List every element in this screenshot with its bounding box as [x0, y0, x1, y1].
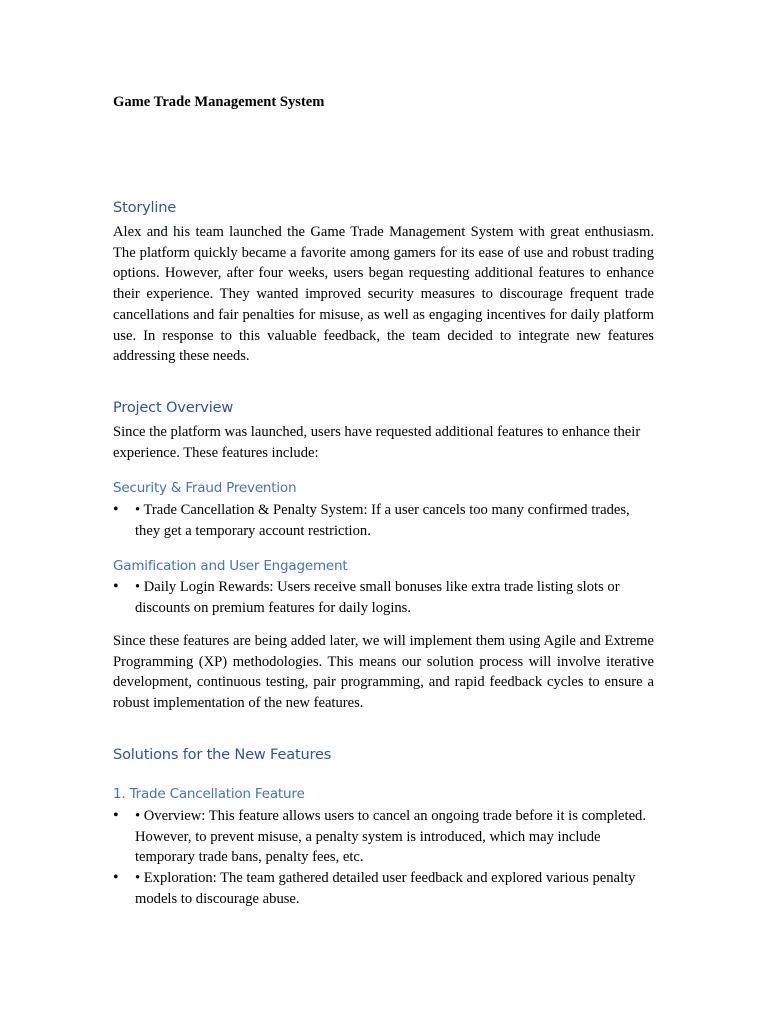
project-overview-heading: Project Overview [113, 399, 234, 416]
bullet-icon: • [113, 869, 119, 887]
project-overview-intro: Since the platform was launched, users have requested additional features to enhance their experience. These features include: [113, 424, 641, 461]
trade-cancellation-list [113, 806, 654, 910]
document-title: Game Trade Management System [113, 94, 325, 110]
list-item-text: • Overview: This feature allows users to cancel an ongoing trade before it is completed. However, to prevent misuse, a penalty system is introduced, which may include temporary trade bans, penalty fees, etc. [135, 808, 646, 866]
bullet-icon: • [113, 807, 119, 824]
list-item [113, 500, 654, 541]
gamification-list [113, 577, 654, 618]
bullet-icon: • [113, 501, 119, 518]
storyline-paragraph: Alex and his team launched the Game Trade Management System with great enthusiasm. The platform quickly became a favorite among gamers for its ease of use and robust trading options. However, after four weeks, users began requesting additional features to enhance their experience. They wanted improved security measures to discourage frequent trade cancellations and fair penalties for misuse, as well as engaging incentives for daily platform use. In response to this valuable feedback, the team decided to integrate new features addressing these needs. [113, 224, 654, 365]
list-item [113, 577, 654, 618]
trade-cancellation-heading: 1. Trade Cancellation Feature [113, 786, 305, 802]
storyline-heading: Storyline [113, 199, 177, 216]
security-fraud-heading: Security & Fraud Prevention [113, 480, 297, 496]
solutions-heading: Solutions for the New Features [113, 746, 332, 763]
list-item-text: • Daily Login Rewards: Users receive small bonuses like extra trade listing slots or discounts on premium features for daily logins. [135, 579, 620, 616]
list-item-text: • Exploration: The team gathered detailed user feedback and explored various penalty models to discourage abuse. [135, 870, 636, 907]
list-item [113, 868, 654, 909]
methodology-paragraph: Since these features are being added later, we will implement them using Agile and Extreme Programming (XP) methodologies. This means our solution process will involve iterative development, continuous testing, pair programming, and rapid feedback cycles to ensure a robust implementation of the new features. [113, 633, 654, 712]
gamification-heading: Gamification and User Engagement [113, 558, 348, 574]
list-item-text: • Trade Cancellation & Penalty System: If a user cancels too many confirmed trades, they get a temporary account restriction. [135, 502, 630, 539]
bullet-icon: • [113, 578, 119, 595]
list-item [113, 806, 654, 868]
security-fraud-list [113, 500, 654, 541]
